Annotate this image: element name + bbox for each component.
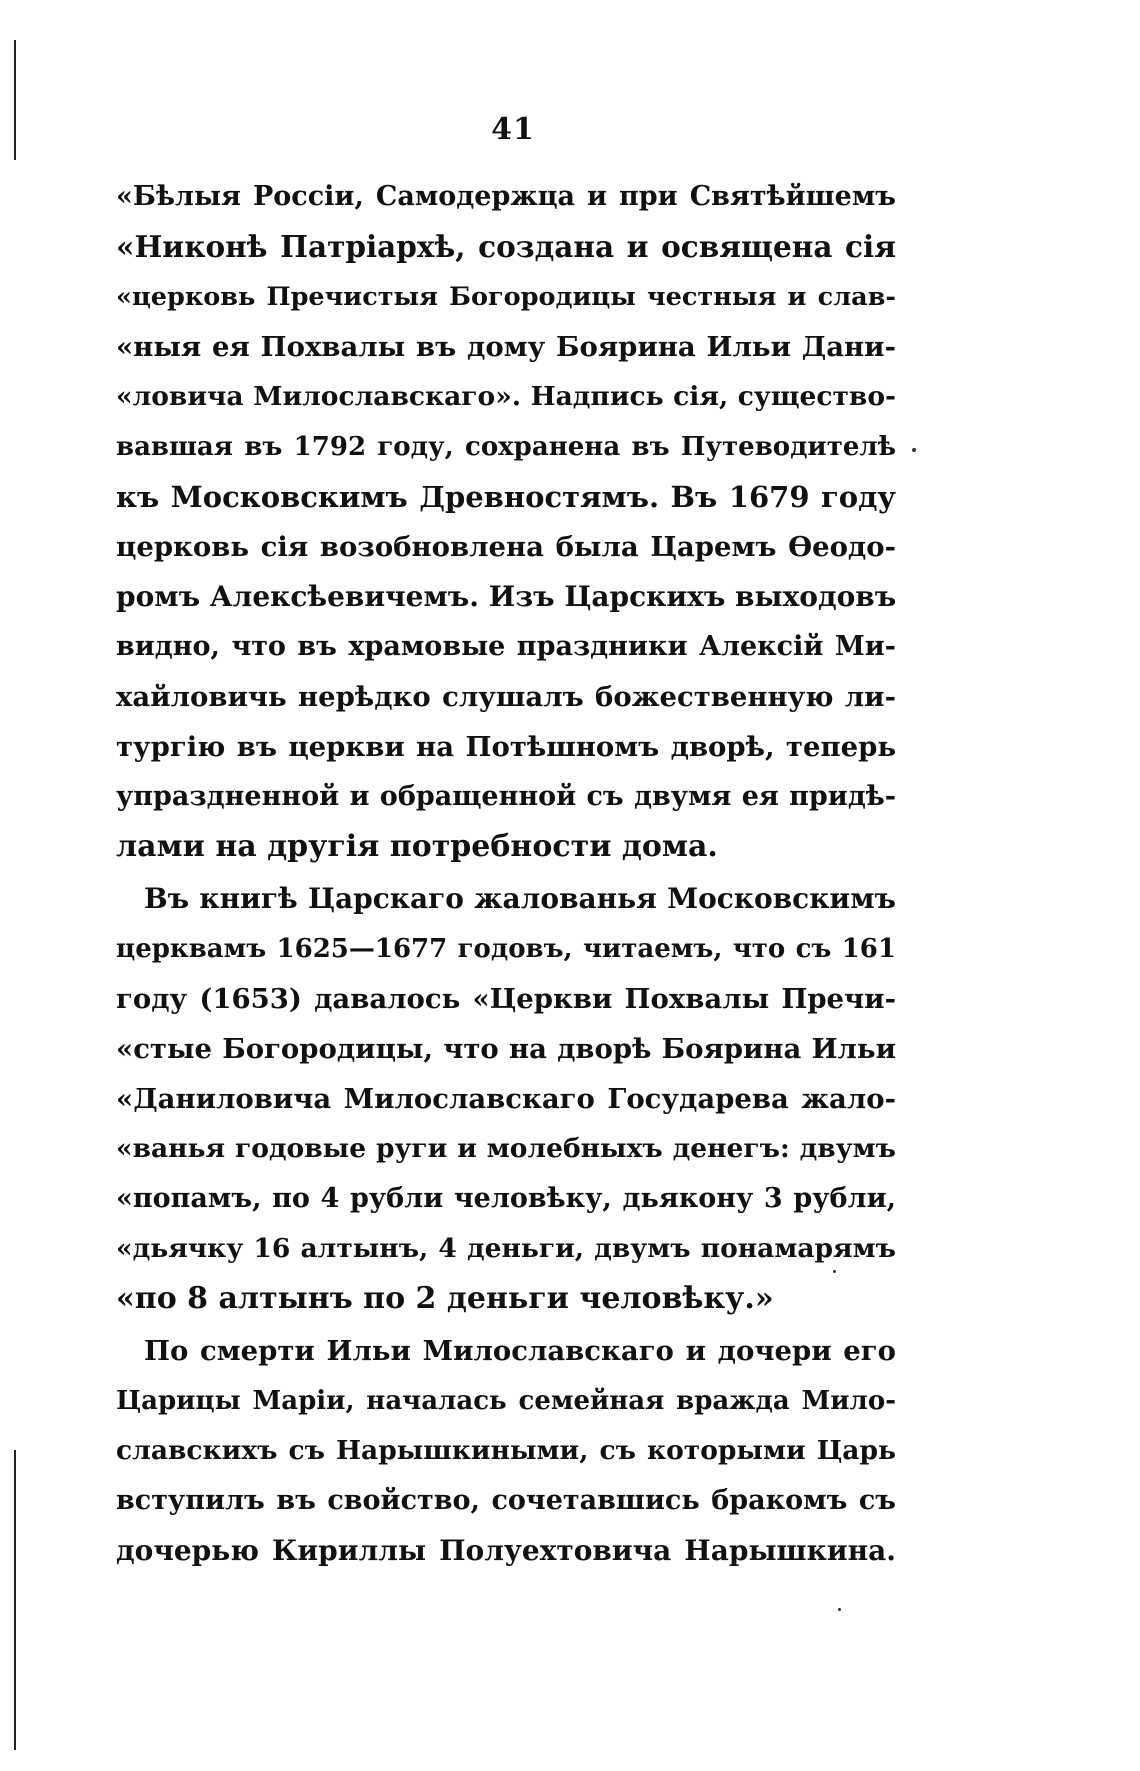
text-line: славскихъ съ Нарышкиными, съ которыми Царь xyxy=(116,1435,896,1466)
text-line: «Бѣлыя Россіи, Самодержца и при Святѣйшемъ xyxy=(116,181,896,212)
text-line: «ванья годовые руги и молебныхъ денегъ: двумъ xyxy=(116,1133,896,1164)
text-line: «ловича Милославскаго». Надпись сія, существо- xyxy=(116,381,896,412)
text-line: упраздненной и обращенной съ двумя ея придѣ- xyxy=(116,781,896,812)
text-line: «попамъ, по 4 рубли человѣку, дьякону 3 рубли, xyxy=(116,1183,896,1214)
text-line: По смерти Ильи Милославскаго и дочери его xyxy=(144,1335,896,1367)
text-line: церквамъ 1625—1677 годовъ, читаемъ, что съ 161 xyxy=(116,934,896,964)
text-line: видно, что въ храмовые праздники Алексій Ми- xyxy=(116,631,896,662)
paragraph xyxy=(116,874,896,1324)
text-line: церковь сія возобновлена была Царемъ Ѳеодо- xyxy=(116,531,896,563)
text-line: вавшая въ 1792 году, сохранена въ Путеводителѣ xyxy=(116,432,896,462)
paragraph xyxy=(116,1326,896,1576)
text-line: вступилъ въ свойство, сочетавшись бракомъ съ xyxy=(116,1485,896,1516)
page-number: 41 xyxy=(491,112,535,147)
ink-speck xyxy=(838,1608,841,1611)
text-line: Царицы Маріи, началась семейная вражда Мило- xyxy=(116,1386,896,1416)
text-line: «дьячку 16 алтынъ, 4 деньги, двумъ понамарямъ xyxy=(116,1233,896,1264)
scan-edge-bottom xyxy=(14,1450,16,1750)
text-line: «Никонѣ Патріархѣ, создана и освящена сія xyxy=(116,229,896,264)
body-text xyxy=(116,172,896,1576)
text-line: году (1653) давалось «Церкви Похвалы Пречи- xyxy=(116,983,896,1015)
paragraph xyxy=(116,172,896,872)
text-line: тургію въ церкви на Потѣшномъ дворѣ, теперь xyxy=(116,731,896,763)
ink-speck xyxy=(833,1270,836,1273)
text-line: «ныя ея Похвалы въ дому Боярина Ильи Дани- xyxy=(116,331,896,363)
text-line: «по 8 алтынъ по 2 деньги человѣку.» xyxy=(116,1281,774,1316)
text-line: ромъ Алексѣевичемъ. Изъ Царскихъ выходовъ xyxy=(116,580,896,613)
text-line: «церковь Пречистыя Богородицы честныя и слав- xyxy=(116,282,896,312)
text-line: «стые Богородицы, что на дворѣ Боярина Ильи xyxy=(116,1033,896,1065)
text-line: лами на другія потребности дома. xyxy=(116,829,718,864)
text-line: «Даниловича Милославскаго Государева жало- xyxy=(116,1083,896,1115)
text-line: дочерью Кириллы Полуехтовича Нарышкина. xyxy=(116,1534,896,1567)
text-line: Въ книгѣ Царскаго жалованья Московскимъ xyxy=(144,882,896,915)
text-line: хайловичь нерѣдко слушалъ божественную ли- xyxy=(116,681,896,713)
ink-speck xyxy=(912,448,916,452)
text-line: къ Московскимъ Древностямъ. Въ 1679 году xyxy=(116,480,896,514)
